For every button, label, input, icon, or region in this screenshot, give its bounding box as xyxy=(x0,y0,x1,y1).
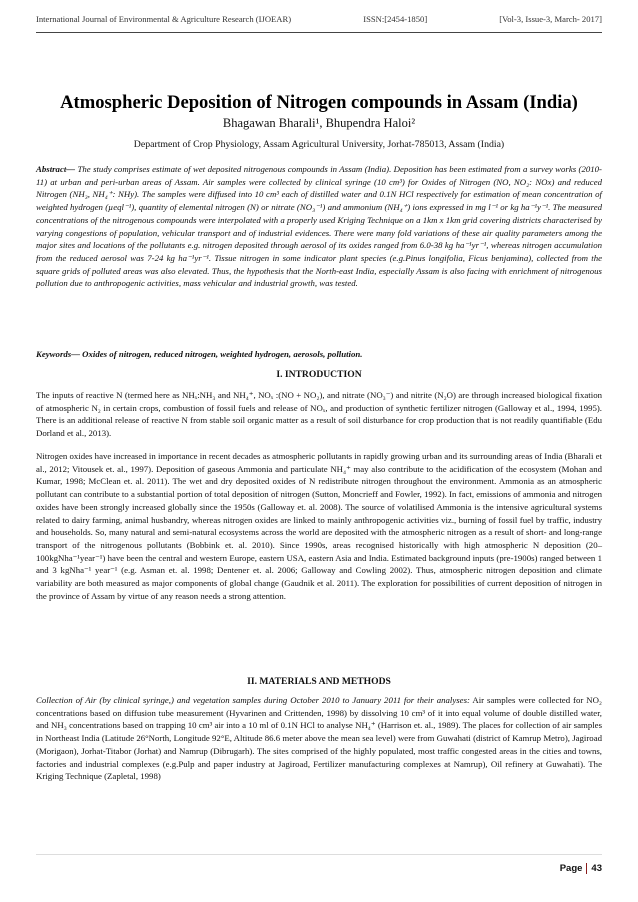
page-number-value: 43 xyxy=(586,863,602,874)
journal-volume: [Vol-3, Issue-3, March- 2017] xyxy=(499,14,602,24)
journal-name: International Journal of Environmental & Agriculture Research (IJOEAR) xyxy=(36,14,292,24)
journal-header xyxy=(36,14,602,24)
footer-divider xyxy=(36,854,602,855)
abstract xyxy=(36,163,602,290)
author-affiliation: Department of Crop Physiology, Assam Agricultural University, Jorhat-785013, Assam (India) xyxy=(133,139,505,150)
header-divider xyxy=(36,32,602,33)
keywords: Keywords— Oxides of nitrogen, reduced nitrogen, weighted hydrogen, aerosols, pollution. xyxy=(36,349,363,359)
section-heading-introduction: I. INTRODUCTION xyxy=(276,369,362,380)
paper-authors: Bhagawan Bharali¹, Bhupendra Haloi² xyxy=(222,116,416,130)
page-number xyxy=(560,863,602,874)
methods-text: Air samples were collected for NO₂ concentrations based on diffusion tube measurement (Hyvarinen and Crittenden, 1998) by dissolving 10 cm³ of it into equal volume of double distilled water, and NH₃ concentrations based on trapping 10 cm³ air into a 10 ml of 0.1N HCl to analyse NH₄⁺ (Harrison et. al., 1989). The places for collection of air samples in Northeast India (Latitude 26°North, Longitude 92°E, Altitude 86.6 meter above the mean sea level) were from Guwahati (district of Kamrup Metro), Jagiroad (Morigaon), Jorhat-Titabor (Jorhat) and Namrup (Dibrugarh). The sites comprised of the highly populated, most traffic congested areas in the cities and towns, factories and industrial complexes (e.g.Pulp and paper industry at Jagiroad, Fertilizer manufacturing complexes at Namrup), Oil refinery at Guwahati). The Kriging Technique (Zapletal, 1998) xyxy=(36,695,602,782)
paper-title: Atmospheric Deposition of Nitrogen compounds in Assam (India) xyxy=(60,92,578,113)
abstract-text: The study comprises estimate of wet deposited nitrogenous compounds in Assam (India). Deposition has been estimated from a survey works (2010-11) at urban and peri-urban areas of Assam. Air samples were collected by clinical syringe (10 cm³) for Oxides of Nitrogen (NO, NO₂: NOx) and reduced Nitrogen (NH₃, NH₄⁺: NHy). The samples were diffused into 10 cm³ each of distilled water and 0.1N HCl respectively for estimation of mean concentration of weighted hydrogen (µeql⁻¹), quantity of elemental nitrogen (N) or nitrate (NO₃⁻¹) and ammonium (NH₄⁺) ions expressed in mg l⁻¹ or kg ha⁻¹y⁻¹. The measured concentrations of the nitrogenous compounds were interpolated with a properly used Kriging Technique on a 1km x 1km grid covering districts characterised by varying congestions of population, vehicular transport and of industrial evidences. There were many fold variations of these air quality parameters among the major sites and locations of the pollutants e.g. nitrogen deposited through aerosol of its oxides ranged from 6.0-38 kg ha⁻¹yr⁻¹, whereas nitrogen accumulation from the reduced aerosol was 7-24 kg ha⁻¹yr⁻¹. Tissue nitrogen in some indicator plant species (e.g.Pinus longifolia, Ficus benjamina), collected from the square grids of polluted areas was also elevated. Thus, the hypothesis that the North-east India, especially Assam is also facing with enrichment of nitrogenous pollution due to anthropogenic activities, mass vehicular and industrial growth, was tested. xyxy=(36,164,602,289)
section-heading-methods: II. MATERIALS AND METHODS xyxy=(247,676,391,687)
abstract-lead: Abstract— xyxy=(36,164,76,174)
methods-lead: Collection of Air (by clinical syringe,) and vegetation samples during October 2010 to January 2011 for their analyses: xyxy=(36,695,470,705)
intro-paragraph-2: Nitrogen oxides have increased in importance in recent decades as atmospheric pollutants in rapidly growing urban and its surrounding areas of India (Bharali et al., 2012; Vitousek et. al., 1997). Deposition of gaseous Ammonia and particulate NH₄⁺ may also contribute to the acidification of the ecosystem (Mohan and Kumar, 1998; McClean et. al. 2011). The wet and dry deposited oxides of N redistribute nitrogen throughout the environment. Ammonia as an atmospheric pollutant can contribute to a substantial portion of total deposition of nitrogen (Sutton, Moncrieff and Fowler, 1992). In fact, emissions of ammonia and nitrogen oxides have been strongly increased globally since the 1950s (Galloway et. al. 2008). The source of volatilised Ammonia is the intensive agricultural systems related to dairy farming, animal husbandry, whereas nitrogen oxides are linked to mainly anthropogenic activities viz., burning of fossil fuel by traffic, industry and households. So, many natural and semi-natural ecosystems across the world are deposited with the atmospheric nitrogen as a result of short- and long-range transport of the nitrogenous pollutants (Bobbink et. al. 2010). Since 1990s, areas recognised historically with high atmospheric N deposition (20–100kgNha⁻¹year⁻¹) have been the central and western Europe, eastern USA, eastern Asia and India. Estimated background inputs (pre-1900s) ranged between 1 and 3 kgNha⁻¹ year⁻¹ (e.g. Asman et. al. 1998; Dentener et. al. 2006; Galloway and Cowling 2002). Thus, atmospheric nitrogen deposition and climate variability are both measured as major components of global change (Gaudnik et al. 2011). The exploration for possibilities of current deposition of nitrogen in the province of Assam by virtue of any reason needs a strong attention. xyxy=(36,451,602,601)
methods-paragraph-1 xyxy=(36,694,602,783)
journal-issn: ISSN:[2454-1850] xyxy=(363,14,428,24)
intro-paragraph-1: The inputs of reactive N (termed here as NHₓ:NH₃ and NH₄⁺, NOₓ :(NO + NO₂), and nitrate (NO₃⁻) and nitrite (N₂O) are through increased biological fixation of atmospheric N₂ in certain crops, combustion of fossil fuels and release of NOₓ, and production of synthetic fertilizer nitrogen (Galloway et al., 1994, 1995). There is an additional release of reactive N from stable soil organic matter as a result of soil disturbance for crop production that is not readily quantifiable (Edu Dorland et al., 2013). xyxy=(36,390,602,439)
page-label: Page xyxy=(559,863,583,874)
